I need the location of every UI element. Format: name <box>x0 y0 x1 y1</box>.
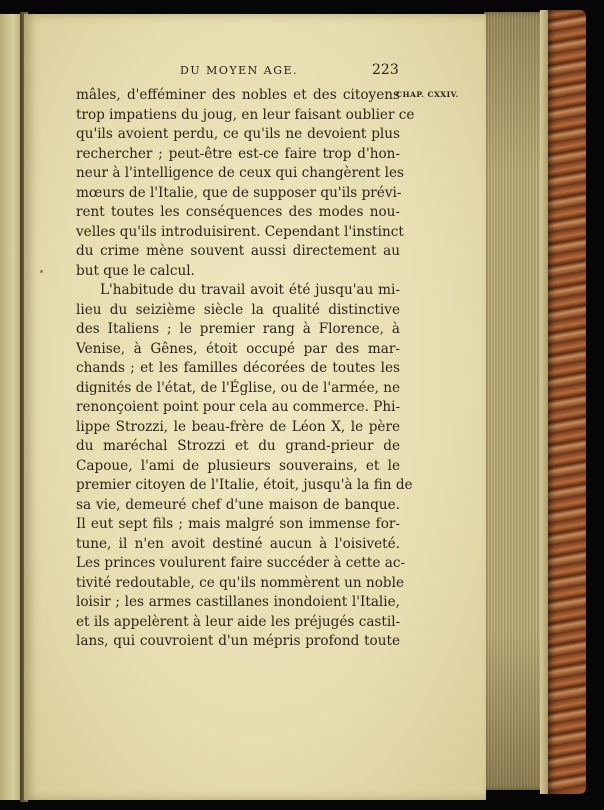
page-number: 223 <box>372 62 399 78</box>
text-line: Les princes voulurent faire succéder à cette ac- <box>76 555 406 571</box>
text-line: lans, qui couvroient d'un mépris profond toute <box>76 633 400 649</box>
text-line: Capoue, l'ami de plusieurs souverains, et le <box>76 457 400 474</box>
text-line: premier citoyen de l'Italie, étoit, jusqu'à la fin de <box>76 477 413 493</box>
text-line: velles qu'ils introduisirent. Cependant l'instinct <box>76 223 404 240</box>
text-line: des Italiens ; le premier rang à Florence, à <box>76 321 400 337</box>
text-line: trop impatiens du joug, en leur faisant oublier ce <box>76 106 415 123</box>
running-head: DU MOYEN AGE. <box>180 64 299 77</box>
text-line: chands ; et les familles décorées de toutes les <box>76 360 400 376</box>
text-line: Il eut sept fils ; mais malgré son immense for- <box>76 516 400 532</box>
marbled-cover <box>548 10 586 794</box>
chapter-marker: CHAP. CXXIV. <box>396 90 459 99</box>
body-text <box>76 86 415 652</box>
text-line: tune, il n'en avoit destiné aucun à l'oisiveté. <box>76 535 400 552</box>
text-line: Venise, à Gênes, étoit occupé par des mar- <box>76 340 400 357</box>
text-line: et ils appelèrent à leur aide les préjugés castil- <box>76 613 401 630</box>
text-line: loisir ; les armes castillanes inondoient l'Italie, <box>76 594 400 610</box>
paragraph-start-line: L'habitude du travail avoit été jusqu'au mi- <box>100 282 400 298</box>
text-line: neur à l'intelligence de ceux qui changèrent les <box>76 165 405 181</box>
text-line: tivité redoutable, ce qu'ils nommèrent un noble <box>76 574 405 591</box>
text-line: rechercher ; peut-être est-ce faire trop d'hon- <box>76 145 400 162</box>
book-page <box>24 14 486 800</box>
text-line: renonçoient point pour cela au commerce. Phi- <box>76 399 401 415</box>
text-line: mœurs de l'Italie, que de supposer qu'ils prévi- <box>76 184 402 201</box>
text-line: qu'ils avoient perdu, ce qu'ils ne devoient plus <box>76 126 400 142</box>
text-line: mâles, d'efféminer des nobles et des citoyens <box>76 87 400 103</box>
text-line: lieu du seizième siècle la qualité distinctive <box>76 301 400 318</box>
text-line: sa vie, demeuré chef d'une maison de banque. <box>76 496 400 513</box>
text-line: du crime mène souvent aussi directement au <box>76 243 400 259</box>
paragraph-end-line: but que le calcul. <box>76 262 195 279</box>
text-line: du maréchal Strozzi et du grand-prieur de <box>76 438 400 454</box>
paper-speck <box>40 270 43 273</box>
text-line: dignités de l'état, de l'Église, ou de l'armée, ne <box>76 379 401 396</box>
text-line: rent toutes les conséquences des modes nou- <box>76 204 400 220</box>
text-line: lippe Strozzi, le beau-frère de Léon X, le père <box>76 418 400 435</box>
